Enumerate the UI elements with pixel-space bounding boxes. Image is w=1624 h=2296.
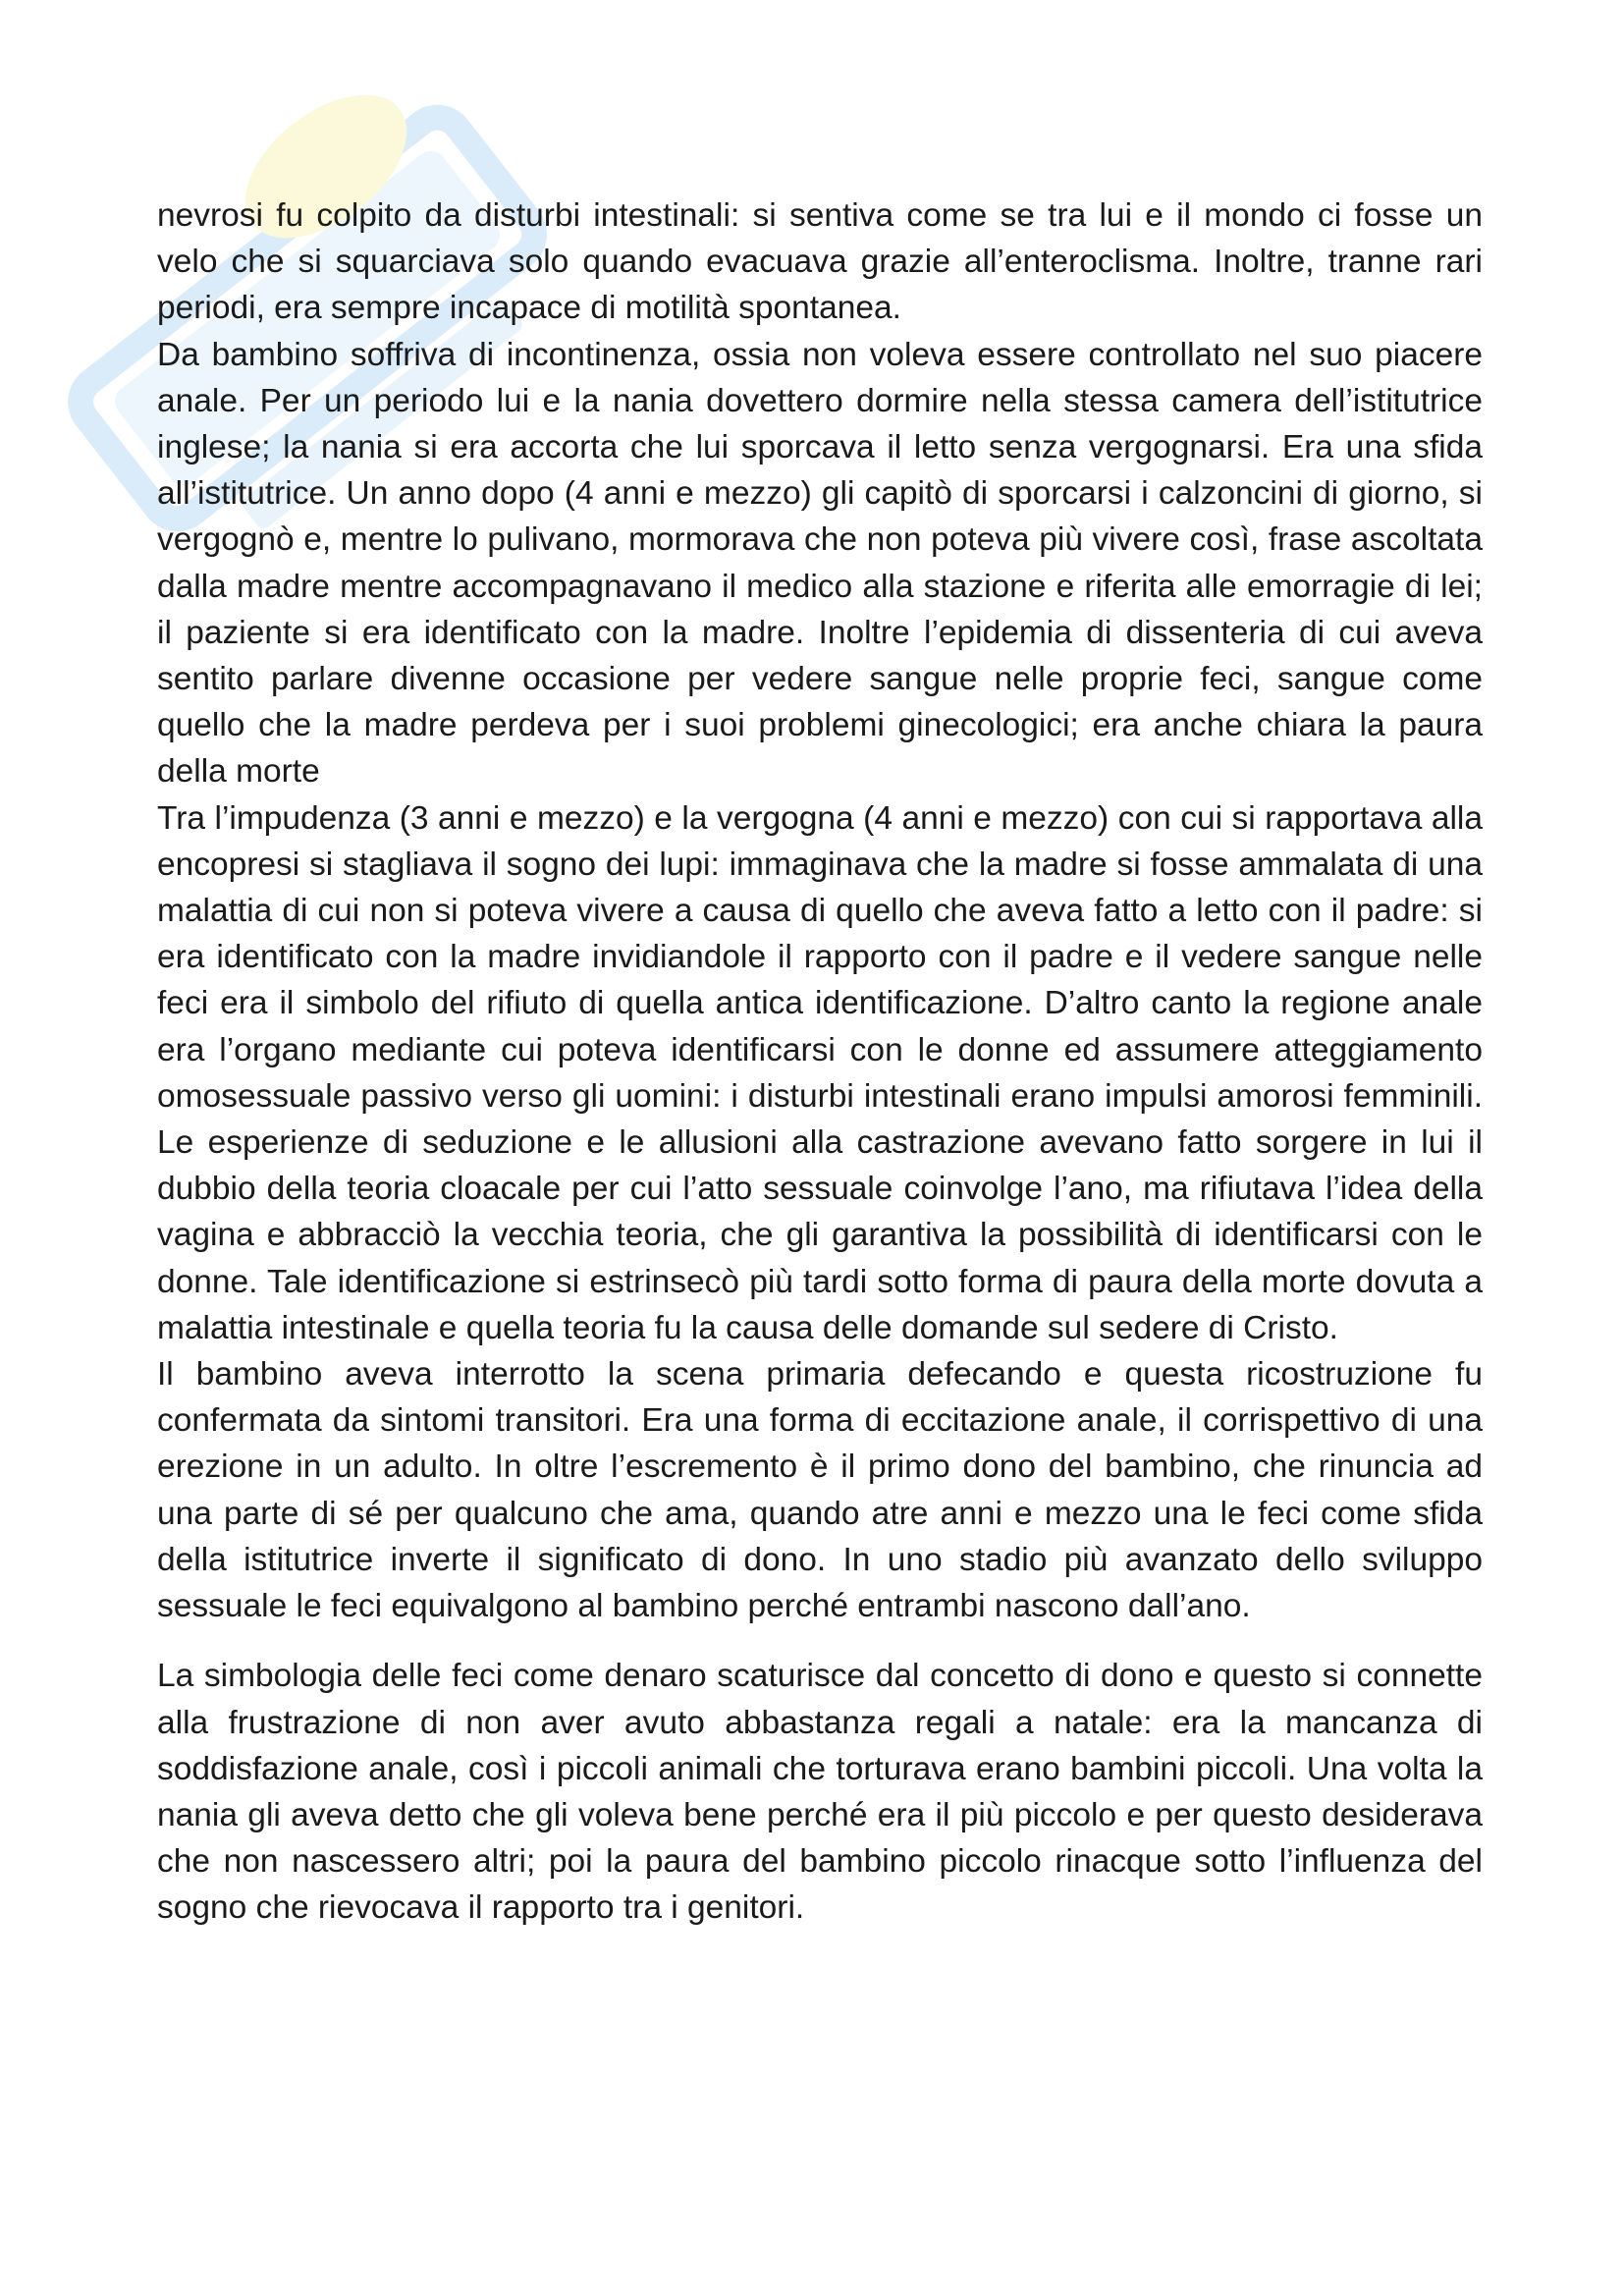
paragraph-2: Da bambino soffriva di incontinenza, ossia non voleva essere controllato nel suo piacere anale. Per un periodo lui e la nania dovettero dormire nella stessa camera dell’istitutrice inglese; la nania si era accorta che lui sporcava il letto senza vergognarsi. Era una sfida all’istitutrice. Un anno dopo (4 anni e mezzo) gli capitò di sporcarsi i calzoncini di giorno, si vergognò e, mentre lo pulivano, mormorava che non poteva più vivere così, frase ascoltata dalla madre mentre accompagnavano il medico alla stazione e riferita alle emorragie di lei; il paziente si era identificato con la madre. Inoltre l’epidemia di dissenteria di cui aveva sentito parlare divenne occasione per vedere sangue nelle proprie feci, sangue come quello che la madre perdeva per i suoi problemi ginecologici; era anche chiara la paura della morte (157, 336, 1483, 791)
paragraph-5: La simbologia delle feci come denaro scaturisce dal concetto di dono e questo si connette alla frustrazione di non aver avuto abbastanza regali a natale: era la mancanza di soddisfazione anale, così i piccoli animali che torturava erano bambini piccoli. Una volta la nania gli aveva detto che gli voleva bene perché era il più piccolo e per questo desiderava che non nascessero altri; poi la paura del bambino piccolo rinacque sotto l’influenza del sogno che rievocava il rapporto tra i genitori. (157, 1658, 1483, 1927)
paragraph-4: Il bambino aveva interrotto la scena primaria defecando e questa ricostruzione fu confermata da sintomi transitori. Era una forma di eccitazione anale, il corrispettivo di una erezione in un adulto. In oltre l’escremento è il primo dono del bambino, che rinuncia ad una parte di sé per qualcuno che ama, quando atre anni e mezzo una le feci come sfida della istitutrice inverte il significato di dono. In uno stadio più avanzato dello sviluppo sessuale le feci equivalgono al bambino perché entrambi nascono dall’ano. (157, 1356, 1483, 1625)
paragraph-3: Tra l’impudenza (3 anni e mezzo) e la vergogna (4 anni e mezzo) con cui si rapportava alla encopresi si stagliava il sogno dei lupi: immaginava che la madre si fosse ammalata di una malattia di cui non si poteva vivere a causa di quello che aveva fatto a letto con il padre: si era identificato con la madre invidiandole il rapporto con il padre e il vedere sangue nelle feci era il simbolo del rifiuto di quella antica identificazione. D’altro canto la regione anale era l’organo mediante cui poteva identificarsi con le donne ed assumere atteggiamento omosessuale passivo verso gli uomini: i disturbi intestinali erano impulsi amorosi femminili. Le esperienze di seduzione e le allusioni alla castrazione avevano fatto sorgere in lui il dubbio della teoria cloacale per cui l’atto sessuale coinvolge l’ano, ma rifiutava l’idea della vagina e abbracciò la vecchia teoria, che gli garantiva la possibilità di identificarsi con le donne. Tale identificazione si estrinsecò più tardi sotto forma di paura della morte dovuta a malattia intestinale e quella teoria fu la causa delle domande sul sedere di Cristo. (157, 799, 1483, 1346)
document-body (157, 192, 1483, 1932)
paragraph-1: nevrosi fu colpito da disturbi intestinali: si sentiva come se tra lui e il mondo ci fosse un velo che si squarciava solo quando evacuava grazie all’enteroclisma. Inoltre, tranne rari periodi, era sempre incapace di motilità spontanea. (157, 197, 1483, 327)
